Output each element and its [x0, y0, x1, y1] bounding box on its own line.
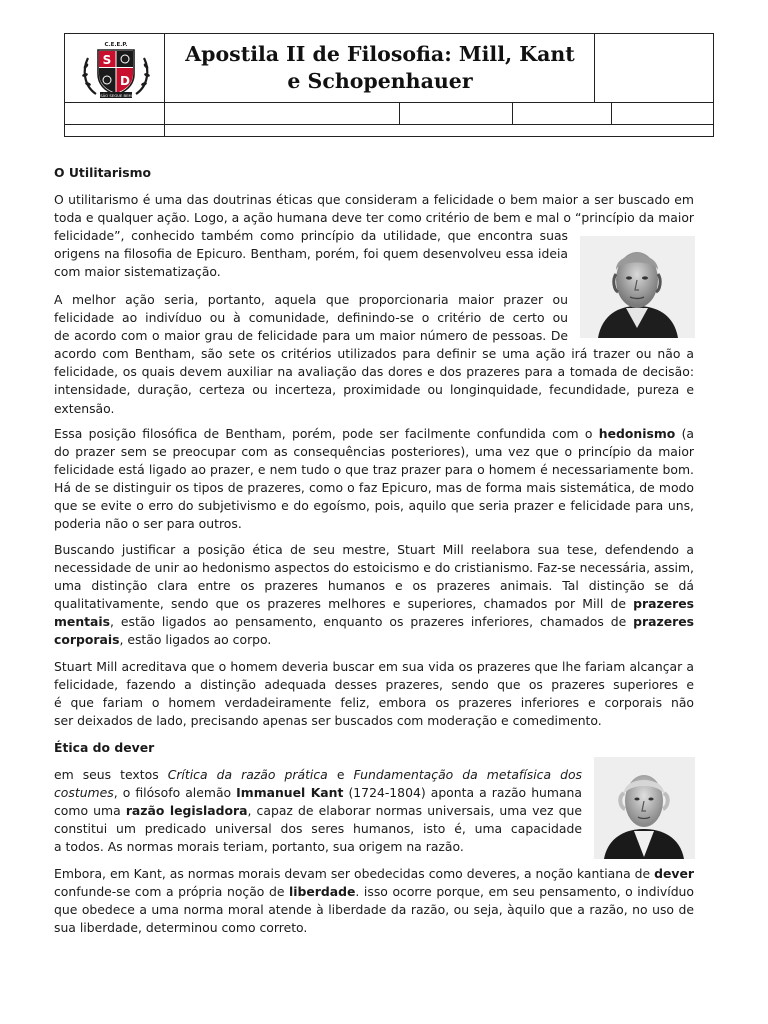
text-line: [54, 802, 582, 820]
text-line: ser deixados de lado, precisando apenas ser buscados com moderação e comedimento.: [54, 713, 602, 729]
term-corporais: corporais: [54, 632, 120, 648]
text-run: qualitativamente, sendo que os prazeres melhores e superiores, chamados por Mill de: [54, 596, 634, 612]
text-line: a todos. As normas morais teriam, portanto, sua origem na razão.: [54, 839, 464, 855]
text-line: sua liberdade, determinou como correto.: [54, 920, 308, 936]
text-run: , estão ligados ao corpo.: [119, 632, 272, 648]
kant-portrait-image: [594, 757, 695, 859]
paragraph-4: [54, 541, 694, 650]
text-run: (a: [681, 426, 694, 441]
header-divider: [65, 102, 713, 103]
text-line: felicidade, fazendo a distinção adequada desses prazeres, sendo que os prazeres superiores e: [54, 677, 694, 693]
paragraph-5: [54, 658, 694, 730]
logo-letter: D: [120, 74, 130, 88]
text-line: A melhor ação seria, portanto, aquela que proporcionaria maior prazer ou: [54, 292, 568, 307]
paragraph-2: [54, 291, 694, 418]
text-line: de acordo com o maior grau de felicidade para um maior número de pessoas. De: [54, 328, 568, 344]
text-line: O utilitarismo é uma das doutrinas éticas que consideram a felicidade o bem maior a ser buscado em: [54, 192, 694, 207]
text-line: que obedece a uma norma moral atende à liberdade da razão, ou seja, àquilo que a razão, no uso de: [54, 902, 694, 918]
text-line: é que fariam o homem verdadeiramente feliz, embora os prazeres inferiores e corporais não: [54, 695, 694, 711]
text-line: [54, 631, 694, 649]
term-dever: dever: [654, 866, 694, 881]
text-line: felicidade está ligado ao prazer, e nem tudo o que traz prazer para o homem é necessariamente bom.: [54, 462, 694, 478]
text-run: , capaz de elaborar normas universais, uma vez que: [247, 803, 582, 819]
title-line: Apostila II de Filosofia: Mill, Kant: [185, 42, 575, 66]
text-line: poderia não o ser para outros.: [54, 516, 242, 532]
text-line: [54, 865, 694, 883]
mill-portrait-image: [580, 236, 695, 338]
document-header-table: [64, 33, 714, 137]
text-line: origens na filosofia de Epicuro. Bentham, porém, foi quem desenvolveu essa ideia: [54, 246, 568, 262]
book-title: costumes: [54, 785, 114, 801]
text-run: , estão ligados ao pensamento, enquanto os prazeres inferiores, chamados de: [110, 614, 634, 630]
title-line: e Schopenhauer: [287, 69, 473, 93]
term-liberdade: liberdade: [289, 884, 356, 900]
section-heading-utilitarismo: O Utilitarismo: [54, 165, 152, 180]
school-logo: [78, 38, 154, 100]
text-line: constitui um predicado universal dos seres humanos, isto é, uma capacidade: [54, 821, 582, 837]
text-line: Há de se distinguir os tipos de prazeres, como o faz Epicuro, mas de forma mais sistemática, de modo: [54, 480, 694, 496]
text-line: toda e qualquer ação. Logo, a ação humana deve ter como critério de bem e mal o “princípio da maior: [54, 210, 694, 226]
text-run: confunde-se com a própria noção de: [54, 884, 290, 900]
logo-top-text: C.E.E.P.: [104, 42, 128, 48]
text-line: com maior sistematização.: [54, 264, 221, 280]
text-line: felicidade, os quais devem auxiliar na avaliação das dores e dos prazeres para a tomada de decisão:: [54, 364, 694, 380]
term-hedonismo: hedonismo: [598, 426, 676, 441]
text-line: do prazer sem se preocupar com as consequências posteriores), uma vez que o princípio da maior: [54, 444, 694, 460]
text-line: [54, 613, 694, 631]
text-run: (1724-1804) aponta a razão humana: [343, 785, 582, 801]
text-line: Stuart Mill acreditava que o homem deveria buscar em sua vida os prazeres que lhe fariam alcançar a: [54, 659, 694, 674]
term-immanuel-kant: Immanuel Kant: [236, 785, 344, 801]
text-run: em seus textos: [54, 767, 168, 782]
text-line: extensão.: [54, 400, 115, 416]
text-line: [54, 883, 694, 901]
text-line: Buscando justificar a posição ética de seu mestre, Stuart Mill reelabora sua tese, defendendo a: [54, 542, 694, 557]
text-run: e: [327, 767, 354, 782]
text-line: uma distinção clara entre os prazeres humanos e os prazeres animais. Tal distinção se dá: [54, 578, 694, 594]
text-run: , o filósofo alemão: [113, 785, 237, 801]
term-prazeres: prazeres: [633, 614, 694, 630]
text-line: intensidade, duração, certeza ou incerteza, proximidade ou longinquidade, fecundidade, pureza e: [54, 382, 694, 398]
book-title: Crítica da razão prática: [167, 767, 328, 782]
text-line: [54, 766, 582, 784]
text-run: Embora, em Kant, as normas morais devam ser obedecidas como deveres, a noção kantiana de: [54, 866, 655, 881]
header-divider: [65, 124, 713, 125]
text-line: [54, 784, 582, 802]
logo-letter: S: [102, 53, 112, 67]
paragraph-6: [54, 766, 582, 856]
term-razao-legisladora: razão legisladora: [125, 803, 248, 819]
logo-bottom-text: SÃO SEGUE BEM: [100, 92, 132, 98]
paragraph-3: [54, 425, 694, 534]
text-line: que se evite o erro do subjetivismo e do egoísmo, pois, aquilo que seria prazer e felicidade para uns,: [54, 498, 694, 514]
term-prazeres: prazeres: [633, 596, 694, 612]
text-line: felicidade”, conhecido também como princípio da utilidade, que encontra suas: [54, 228, 568, 244]
header-divider: [512, 102, 513, 124]
text-run: como uma: [54, 803, 126, 819]
text-line: felicidade ao indivíduo ou à comunidade, definindo-se o critério de certo ou: [54, 310, 568, 326]
book-title: Fundamentação da metafísica dos: [353, 767, 582, 782]
header-divider: [611, 102, 612, 124]
text-line: [54, 425, 694, 443]
text-line: necessidade de unir ao hedonismo aspectos do estoicismo e do cristianismo. Faz-se necessária, assim,: [54, 560, 694, 576]
paragraph-7: [54, 865, 694, 937]
text-run: . isso ocorre porque, em seu pensamento, o indivíduo: [355, 884, 694, 900]
section-heading-etica-do-dever: Ética do dever: [54, 740, 155, 755]
header-divider: [399, 102, 400, 124]
document-title: [165, 34, 595, 102]
text-line: acordo com Bentham, são sete os critérios utilizados para definir se uma ação irá trazer ou não a: [54, 346, 694, 362]
text-run: Essa posição filosófica de Bentham, porém, pode ser facilmente confundida com o: [54, 426, 599, 441]
term-mentais: mentais: [54, 614, 111, 630]
text-line: [54, 595, 694, 613]
